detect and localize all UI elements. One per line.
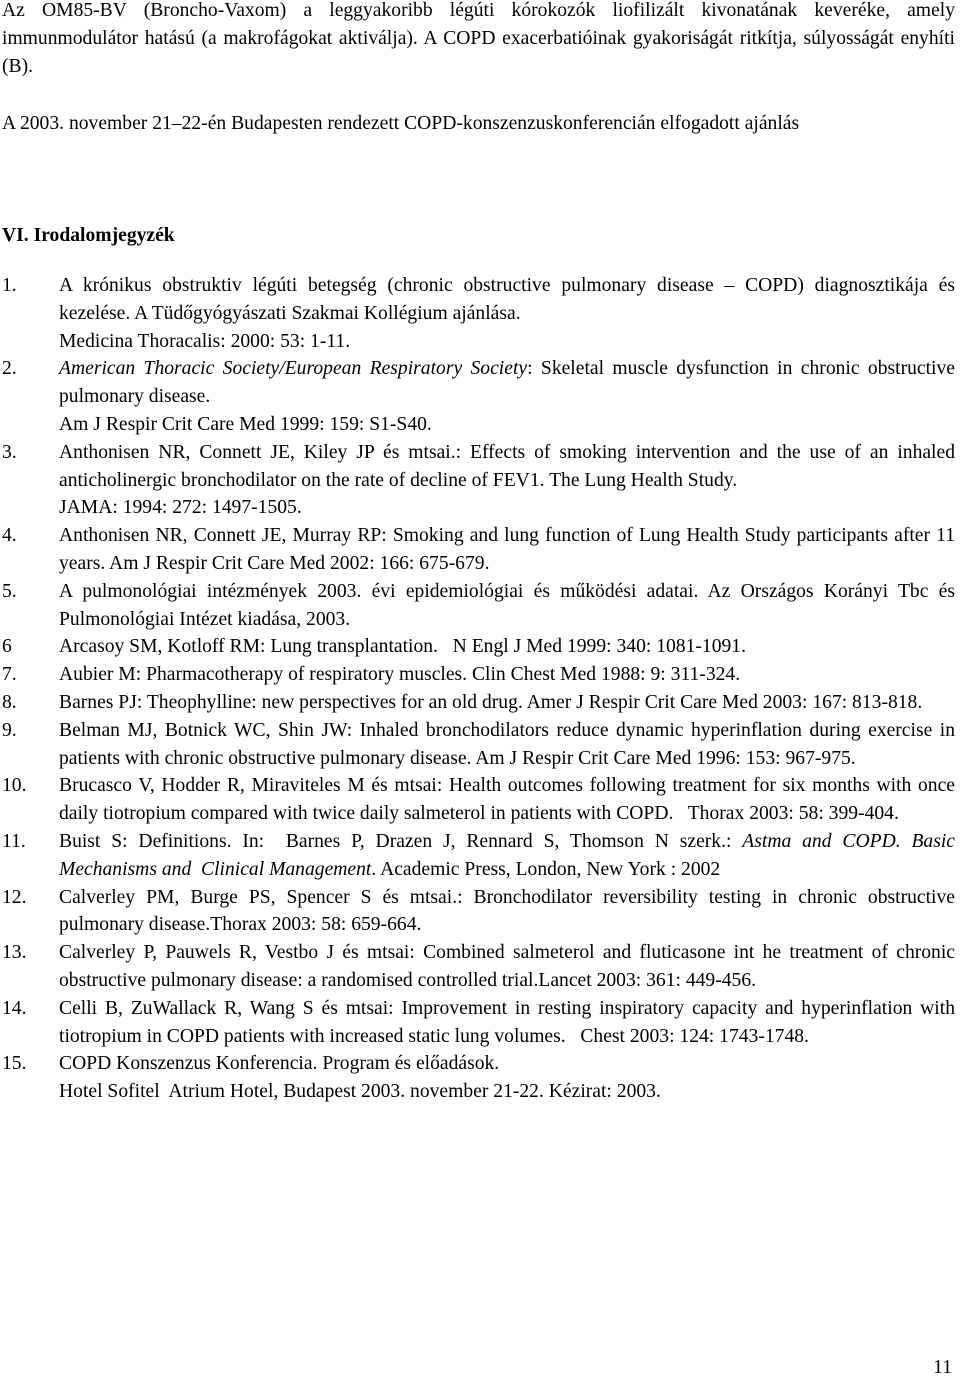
reference-text: A pulmonológiai intézmények 2003. évi epidemiológiai és működési adatai. Az Országos Korányi Tbc és Pulmonológiai Intézet kiadása, 2003. xyxy=(59,580,955,630)
reference-text: COPD Konszenzus Konferencia. Program és előadások. xyxy=(59,1053,500,1075)
reference-source: Medicina Thoracalis: 2000: 53: 1-11. xyxy=(59,330,351,352)
reference-item xyxy=(2,939,955,995)
reference-text: Aubier M: Pharmacotherapy of respiratory muscles. Clin Chest Med 1988: 9: 311-324. xyxy=(59,664,741,686)
reference-item xyxy=(2,884,955,940)
reference-number: 14. xyxy=(2,997,27,1019)
reference-number: 4. xyxy=(2,525,17,547)
reference-text: Anthonisen NR, Connett JE, Kiley JP és mtsai.: Effects of smoking intervention and the use of an inhaled anticholinergic bronchodilator on the rate of decline of FEV1. The Lung Health Study. xyxy=(59,441,955,491)
reference-item xyxy=(2,689,955,717)
reference-text: Brucasco V, Hodder R, Miraviteles M és mtsai: Health outcomes following treatment for six months with once daily tiotropium compared with twice daily salmeterol in patients with COPD. Thorax 2003: 58: 399-404. xyxy=(59,775,960,825)
reference-list xyxy=(2,272,960,1106)
reference-body xyxy=(59,689,955,717)
reference-number: 6 xyxy=(2,636,12,658)
reference-text: Barnes PJ: Theophylline: new perspectives for an old drug. Amer J Respir Crit Care Med 2003: 167: 813-818. xyxy=(59,691,923,713)
reference-text: Celli B, ZuWallack R, Wang S és mtsai: Improvement in resting inspiratory capacity and hyperinflation with tiotropium in COPD patients with increased static lung volumes. Chest 2003: 124: 1743-1748. xyxy=(59,997,960,1047)
reference-authors: Buist S: Definitions. In: Barnes P, Drazen J, Rennard S, Thomson N szerk.: xyxy=(59,830,743,852)
reference-body xyxy=(59,522,955,578)
reference-body xyxy=(59,1050,955,1106)
reference-item xyxy=(2,1050,955,1106)
reference-book-title: Astma and COPD. Basic Mechanisms and Clinical Management xyxy=(59,830,960,880)
reference-item xyxy=(2,439,955,522)
page-number: 11 xyxy=(933,1357,952,1378)
reference-body xyxy=(59,717,955,773)
intro-section xyxy=(2,0,955,138)
reference-item xyxy=(2,633,955,661)
reference-number: 15. xyxy=(2,1053,27,1075)
recommendation-note: A 2003. november 21–22-én Budapesten rendezett COPD-konszenzuskonferencián elfogadott ajánlás xyxy=(2,113,800,135)
reference-body xyxy=(59,272,955,355)
reference-number: 1. xyxy=(2,275,17,296)
reference-number: 9. xyxy=(2,719,17,741)
reference-source: Am J Respir Crit Care Med 1999: 159: S1-S40. xyxy=(59,413,432,435)
reference-body xyxy=(59,355,955,438)
reference-text xyxy=(59,355,955,411)
reference-item xyxy=(2,355,955,438)
reference-body xyxy=(59,578,955,634)
reference-item xyxy=(2,578,955,634)
reference-item xyxy=(2,717,955,773)
reference-number: 10. xyxy=(2,775,27,797)
reference-body xyxy=(59,995,960,1051)
reference-item xyxy=(2,522,955,578)
intro-paragraph: Az OM85-BV (Broncho-Vaxom) a leggyakoribb légúti kórokozók liofilizált kivonatának keveréke, amely immunmodulátor hatású (a makrofágokat aktiválja). A COPD exacerbatióinak gyakoriságát ritkítja, súlyosságát enyhíti (B). xyxy=(2,0,955,77)
reference-authors: American Thoracic Society/European Respiratory Society xyxy=(59,358,528,380)
reference-number: 3. xyxy=(2,441,17,463)
reference-number: 12. xyxy=(2,886,27,908)
reference-text: Calverley P, Pauwels R, Vestbo J és mtsai: Combined salmeterol and fluticasone int he treatment of chronic obstructive pulmonary disease: a randomised controlled trial.Lancet 2003: 361: 449-456. xyxy=(59,942,955,991)
reference-source: JAMA: 1994: 272: 1497-1505. xyxy=(59,497,302,519)
reference-body xyxy=(59,633,955,661)
reference-text: Calverley PM, Burge PS, Spencer S és mtsai.: Bronchodilator reversibility testing in chronic obstructive pulmonary disease.Thorax 2003: 58: 659-664. xyxy=(59,886,955,936)
reference-title: : Skeletal muscle dysfunction in chronic obstructive pulmonary disease. xyxy=(59,358,955,408)
reference-text: Arcasoy SM, Kotloff RM: Lung transplantation. N Engl J Med 1999: 340: 1081-1091. xyxy=(59,636,747,658)
reference-body xyxy=(59,772,960,828)
reference-number: 13. xyxy=(2,942,27,964)
reference-text: A krónikus obstruktiv légúti betegség (chronic obstructive pulmonary disease – COPD) diagnosztikája és kezelése. A Tüdőgyógyászati Szakmai Kollégium ajánlása. xyxy=(59,275,955,324)
reference-item xyxy=(2,661,955,689)
reference-body xyxy=(59,439,955,522)
reference-item xyxy=(2,772,960,828)
reference-body xyxy=(59,884,955,940)
reference-number: 7. xyxy=(2,664,17,686)
reference-text: Anthonisen NR, Connett JE, Murray RP: Smoking and lung function of Lung Health Study participants after 11 years. Am J Respir Crit Care Med 2002: 166: 675-679. xyxy=(59,525,955,574)
reference-number: 2. xyxy=(2,358,17,380)
reference-item xyxy=(2,272,955,355)
reference-body xyxy=(59,939,955,995)
reference-number: 8. xyxy=(2,691,17,713)
reference-text: Belman MJ, Botnick WC, Shin JW: Inhaled bronchodilators reduce dynamic hyperinflation during exercise in patients with chronic obstructive pulmonary disease. Am J Respir Crit Care Med 1996: 153: 967-975. xyxy=(59,719,955,769)
reference-item xyxy=(2,995,960,1051)
reference-number: 5. xyxy=(2,580,17,602)
reference-number: 11. xyxy=(2,830,26,852)
reference-body xyxy=(59,828,960,884)
reference-publisher: . Academic Press, London, New York : 2002 xyxy=(371,858,721,880)
reference-body xyxy=(59,661,955,689)
reference-source: Hotel Sofitel Atrium Hotel, Budapest 2003. november 21-22. Kézirat: 2003. xyxy=(59,1081,661,1103)
section-title: VI. Irodalomjegyzék xyxy=(2,225,175,246)
reference-text xyxy=(59,828,960,884)
reference-item xyxy=(2,828,960,884)
